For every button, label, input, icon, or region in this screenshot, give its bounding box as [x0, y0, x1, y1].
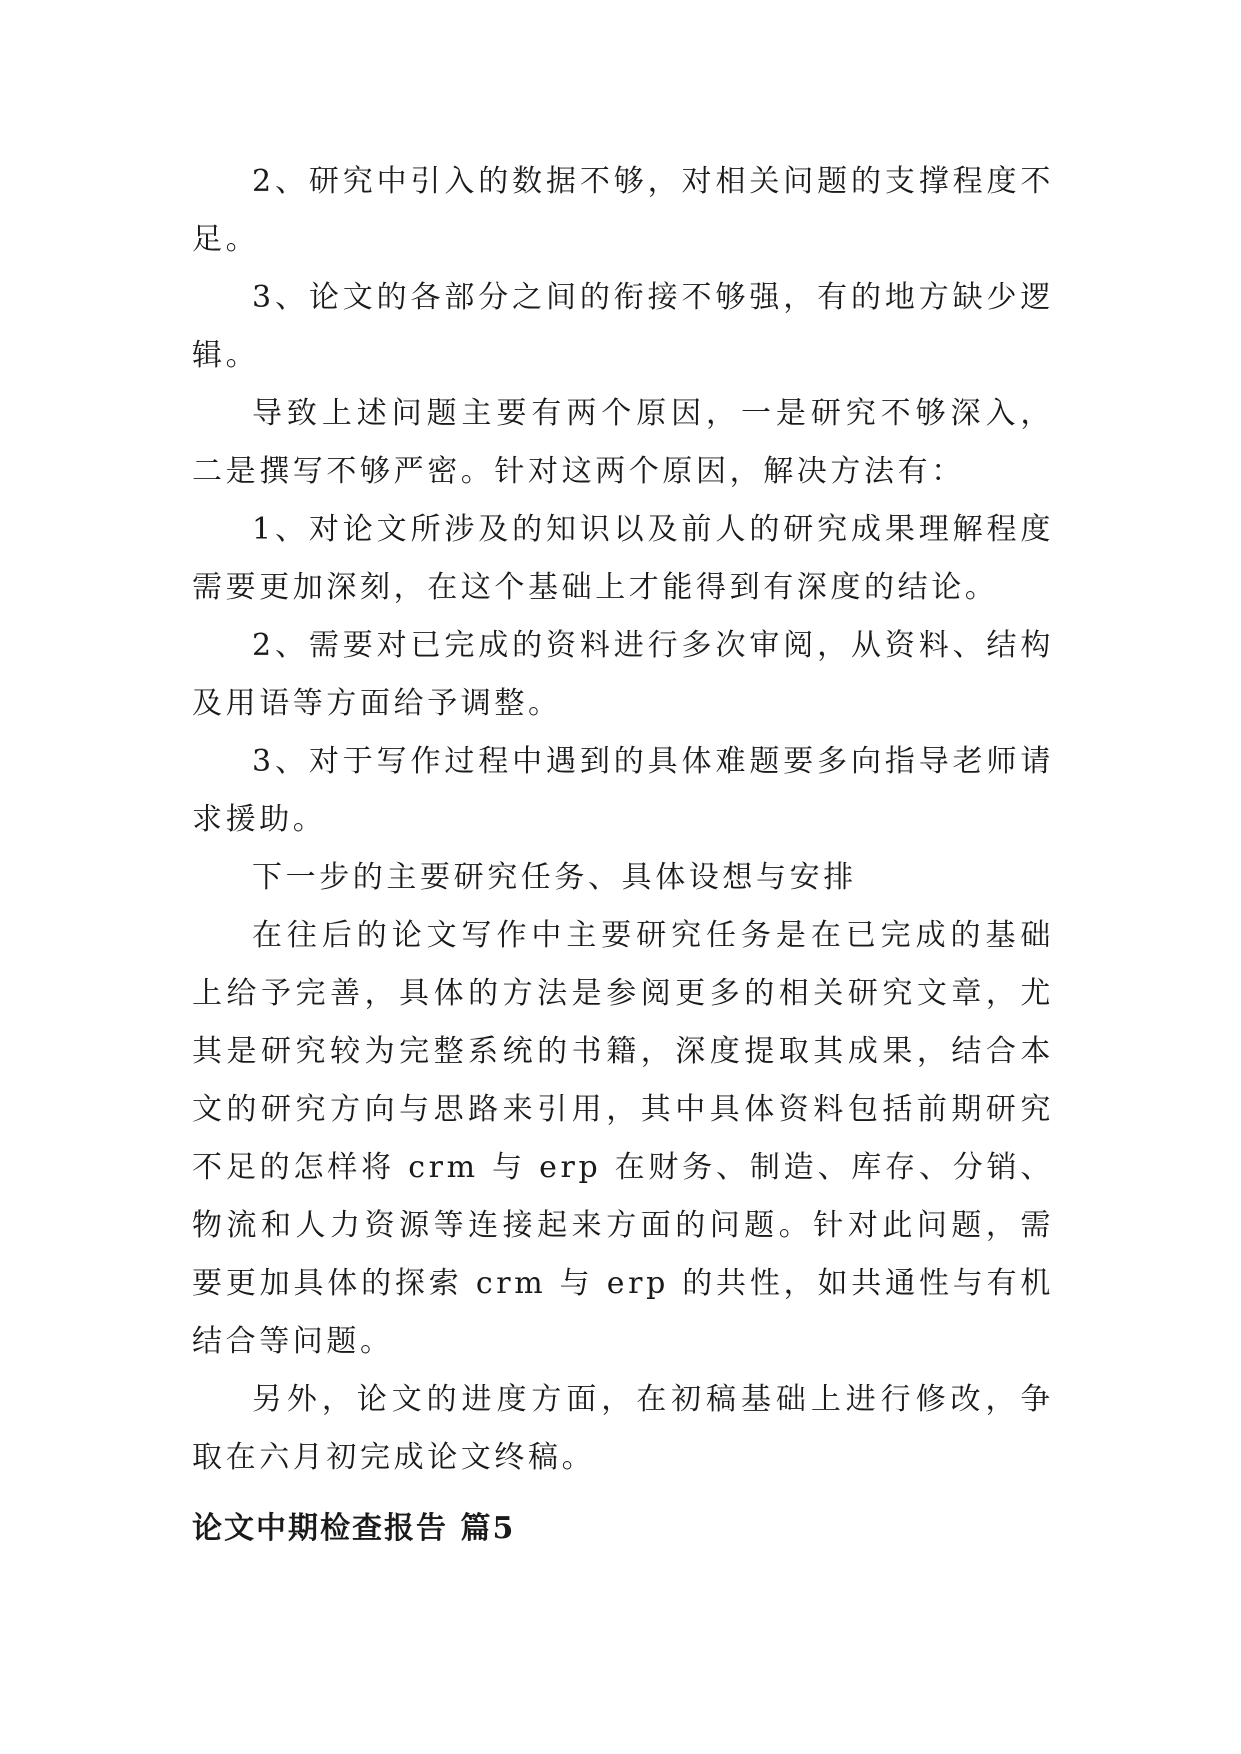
paragraph-schedule: 另外，论文的进度方面，在初稿基础上进行修改，争取在六月初完成论文终稿。 [192, 1382, 1054, 1475]
paragraph-solution-1: 1、对论文所涉及的知识以及前人的研究成果理解程度需要更加深刻，在这个基础上才能得到有深度的结论。 [192, 512, 1054, 605]
paragraph-issue-2: 2、研究中引入的数据不够，对相关问题的支撑程度不足。 [192, 164, 1054, 257]
document-body [192, 153, 1054, 1487]
section-title: 论文中期检查报告 篇5 [192, 1511, 516, 1546]
paragraph-issue-3: 3、论文的各部分之间的衔接不够强，有的地方缺少逻辑。 [192, 280, 1054, 373]
paragraph-solution-3: 3、对于写作过程中遇到的具体难题要多向指导老师请求援助。 [192, 744, 1054, 837]
paragraph-solution-2: 2、需要对已完成的资料进行多次审阅，从资料、结构及用语等方面给予调整。 [192, 628, 1054, 721]
paragraph-next-tasks: 在往后的论文写作中主要研究任务是在已完成的基础上给予完善，具体的方法是参阅更多的相关研究文章，尤其是研究较为完整系统的书籍，深度提取其成果，结合本文的研究方向与思路来引用，其中具体资料包括前期研究不足的怎样将 crm 与 erp 在财务、制造、库存、分销、物流和人力资源等连接起来方面的问题。针对此问题，需要更加具体的探索 crm 与 erp 的共性，如共通性与有机结合等问题。 [192, 918, 1054, 1359]
subheading-next-steps: 下一步的主要研究任务、具体设想与安排 [252, 860, 857, 895]
paragraph-causes: 导致上述问题主要有两个原因，一是研究不够深入，二是撰写不够严密。针对这两个原因，解决方法有： [192, 396, 1054, 489]
